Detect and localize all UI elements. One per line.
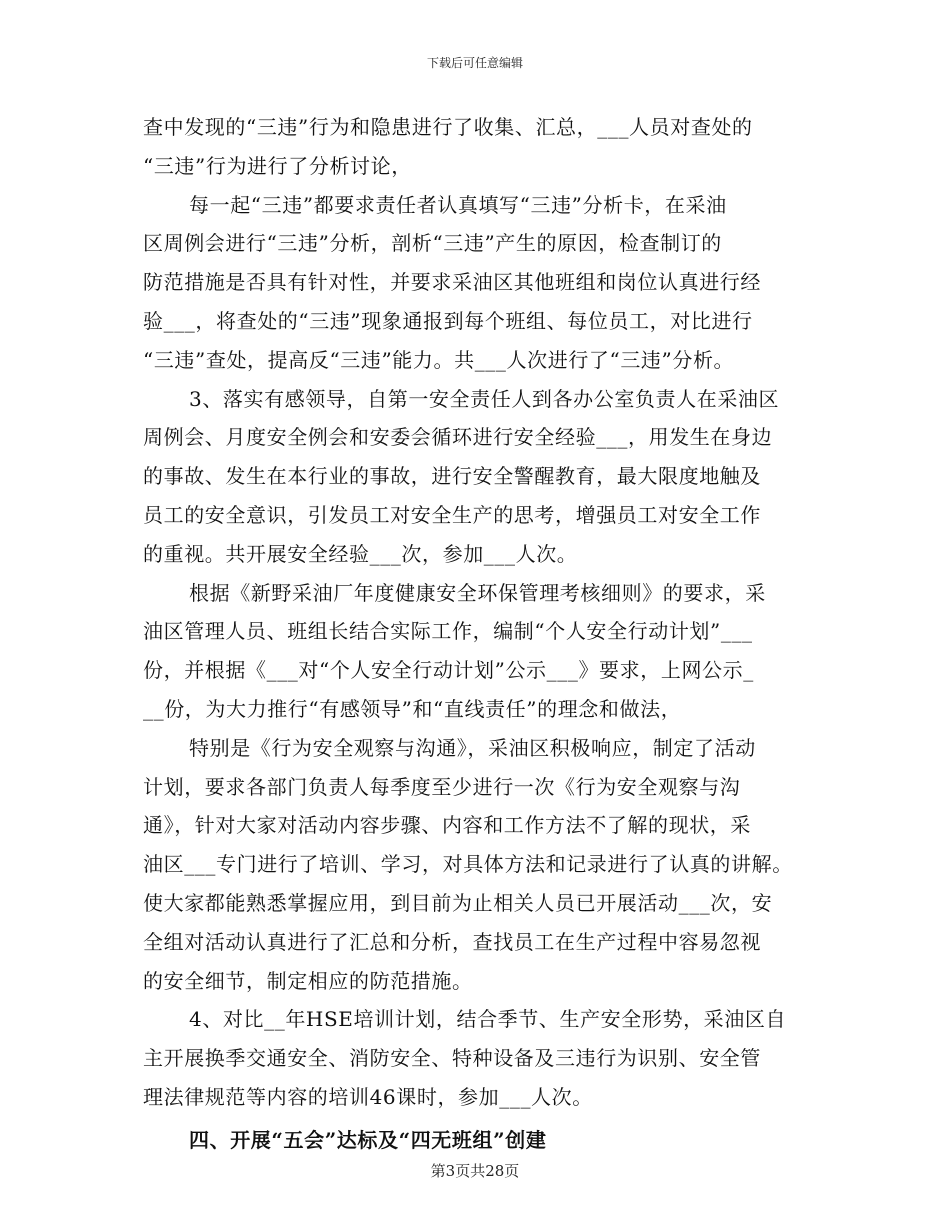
section-heading: 四、开展“五会”达标及“四无班组”创建 bbox=[189, 1127, 547, 1152]
text-line: 防范措施是否具有针对性，并要求采油区其他班组和岗位认真进行经 bbox=[143, 270, 761, 295]
text-line: 油区___专门进行了培训、学习，对具体方法和记录进行了认真的讲解。 bbox=[143, 852, 793, 877]
text-line: 验___，将查处的“三违”现象通报到每个班组、每位员工，对比进行 bbox=[143, 308, 753, 333]
text-line: “三违”行为进行了分析讨论， bbox=[143, 153, 412, 178]
text-line: “三违”查处，提高反“三违”能力。共___人次进行了“三违”分析。 bbox=[143, 347, 735, 372]
text-line: 的重视。共开展安全经验___次，参加___人次。 bbox=[143, 541, 578, 566]
text-line: 每一起“三违”都要求责任者认真填写“三违”分析卡，在采油 bbox=[189, 192, 727, 217]
text-line: 使大家都能熟悉掌握应用，到目前为止相关人员已开展活动___次，安 bbox=[143, 890, 773, 915]
text-line: 根据《新野采油厂年度健康安全环保管理考核细则》的要求，采 bbox=[189, 580, 766, 605]
text-line: 全组对活动认真进行了汇总和分析，查找员工在生产过程中容易忽视 bbox=[143, 929, 761, 954]
text-line: 油区管理人员、班组长结合实际工作，编制“个人安全行动计划”___ bbox=[143, 619, 753, 644]
text-line: 的事故、发生在本行业的事故，进行安全警醒教育，最大限度地触及 bbox=[143, 464, 761, 489]
text-line: 份，并根据《___对“个人安全行动计划”公示___》要求，上网公示_ bbox=[143, 658, 754, 683]
text-line: 区周例会进行“三违”分析，剖析“三违”产生的原因，检查制订的 bbox=[143, 231, 722, 256]
text-line: 理法律规范等内容的培训46课时，参加___人次。 bbox=[143, 1084, 593, 1109]
text-line: 4、对比__年HSE培训计划，结合季节、生产安全形势，采油区自 bbox=[189, 1007, 787, 1032]
text-line: 周例会、月度安全例会和安委会循环进行安全经验___，用发生在身边 bbox=[143, 425, 773, 450]
text-line: 计划，要求各部门负责人每季度至少进行一次《行为安全观察与沟 bbox=[143, 774, 741, 799]
text-line: 查中发现的“三违”行为和隐患进行了收集、汇总，___人员对查处的 bbox=[143, 115, 753, 139]
text-line: 3、落实有感领导，自第一安全责任人到各办公室负责人在采油区 bbox=[189, 386, 780, 411]
text-line: 主开展换季交通安全、消防安全、特种设备及三违行为识别、安全管 bbox=[143, 1046, 761, 1071]
text-line: 员工的安全意识，引发员工对安全生产的思考，增强员工对安全工作 bbox=[143, 502, 761, 527]
text-line: __份，为大力推行“有感领导”和“直线责任”的理念和做法， bbox=[143, 696, 682, 721]
text-line: 的安全细节，制定相应的防范措施。 bbox=[143, 968, 473, 993]
document-body bbox=[143, 108, 823, 1160]
text-line: 通》，针对大家对活动内容步骤、内容和工作方法不了解的现状，采 bbox=[143, 813, 751, 838]
page-header: 下载后可任意编辑 bbox=[426, 56, 523, 70]
text-line: 特别是《行为安全观察与沟通》，采油区积极响应，制定了活动 bbox=[189, 735, 756, 760]
page-number: 第3页共28页 bbox=[430, 1162, 520, 1180]
